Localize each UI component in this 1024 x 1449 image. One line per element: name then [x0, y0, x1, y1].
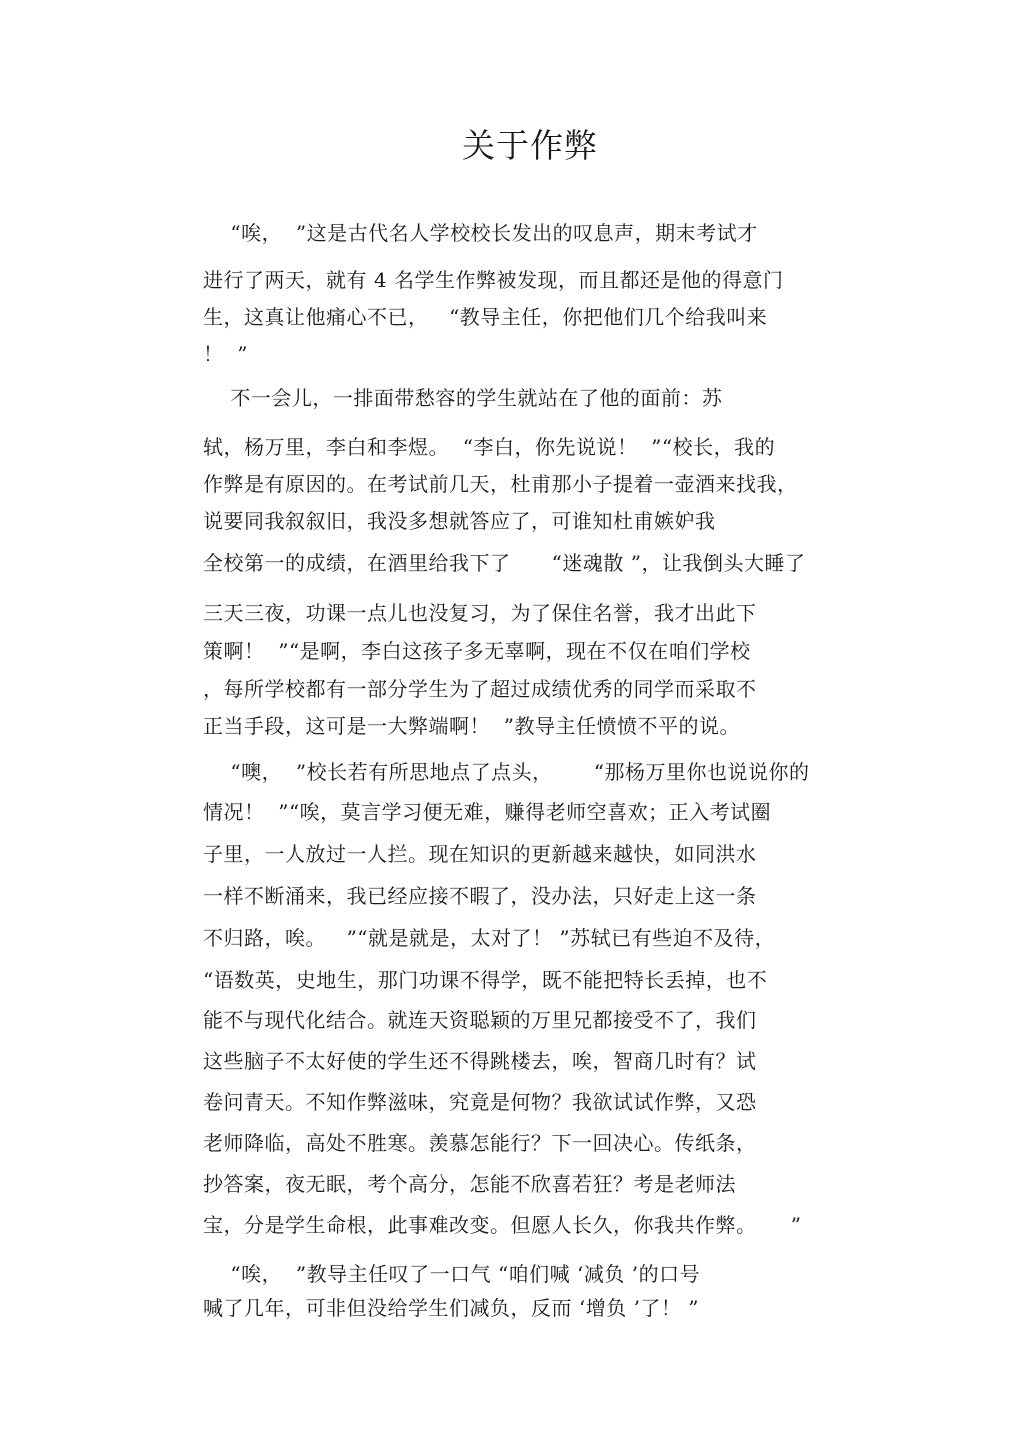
paragraph-line: 全校第一的成绩，在酒里给我下了 “迷魂散 ”，让我倒头大睡了	[203, 551, 806, 575]
paragraph-line: 策啊！ ”“是啊，李白这孩子多无辜啊，现在不仅在咱们学校	[203, 639, 751, 663]
paragraph-line: 说要同我叙叙旧，我没多想就答应了，可谁知杜甫嫉妒我	[203, 509, 716, 533]
paragraph-line: 喊了几年，可非但没给学生们减负，反而 ‘增负 ’了！ ”	[203, 1296, 700, 1320]
paragraph-line: “唉， ”这是古代名人学校校长发出的叹息声，期末考试才	[203, 221, 758, 245]
paragraph-line: 三天三夜，功课一点儿也没复习，为了保住名誉，我才出此下	[203, 601, 757, 625]
paragraph-line: ！ ”	[203, 342, 248, 366]
paragraph-line: 进行了两天，就有 4 名学生作弊被发现，而且都还是他的得意门	[203, 268, 784, 292]
paragraph-line: 抄答案，夜无眠，考个高分，怎能不欣喜若狂？考是老师法	[203, 1172, 736, 1196]
paragraph-line: “唉， ”教导主任叹了一口气 “咱们喊 ‘减负 ’的口号	[203, 1262, 701, 1286]
paragraph-line: 这些脑子不太好使的学生还不得跳楼去，唉，智商几时有？试	[203, 1049, 757, 1073]
paragraph-line: 正当手段，这可是一大弊端啊！ ”教导主任愤愤不平的说。	[203, 714, 740, 738]
paragraph-line: 子里，一人放过一人拦。现在知识的更新越来越快，如同洪水	[203, 842, 757, 866]
paragraph-line: 不归路，唉。 ”“就是就是，太对了！ ”苏轼已有些迫不及待，	[203, 926, 776, 950]
paragraph-line: 老师降临，高处不胜寒。羡慕怎能行？下一回决心。传纸条，	[203, 1131, 757, 1155]
paragraph-line: 情况！ ”“唉，莫言学习便无难，赚得老师空喜欢；正入考试圈	[203, 800, 772, 824]
paragraph-line: 能不与现代化结合。就连天资聪颖的万里兄都接受不了，我们	[203, 1008, 757, 1032]
paragraph-line: 作弊是有原因的。在考试前几天，杜甫那小子提着一壶酒来找我，	[203, 472, 798, 496]
paragraph-line: ，每所学校都有一部分学生为了超过成绩优秀的同学而采取不	[203, 677, 757, 701]
paragraph-line: 宝，分是学生命根，此事难改变。但愿人长久，你我共作弊。 ”	[203, 1213, 802, 1237]
paragraph-line: 卷问青天。不知作弊滋味，究竟是何物？我欲试试作弊，又恐	[203, 1090, 757, 1114]
paragraph-line: 不一会儿，一排面带愁容的学生就站在了他的面前：苏	[203, 386, 723, 410]
paragraph-line: “噢， ”校长若有所思地点了点头， “那杨万里你也说说你的	[203, 760, 810, 784]
paragraph-line: 生，这真让他痛心不已， “教导主任，你把他们几个给我叫来	[203, 305, 768, 329]
paragraph-line: “语数英，史地生，那门功课不得学，既不能把特长丢掉，也不	[203, 968, 768, 992]
document-title: 关于作弊	[462, 126, 598, 165]
paragraph-line: 一样不断涌来，我已经应接不暇了，没办法，只好走上这一条	[203, 884, 757, 908]
paragraph-line: 轼，杨万里，李白和李煜。 “李白，你先说说！ ”“校长，我的	[203, 435, 776, 459]
